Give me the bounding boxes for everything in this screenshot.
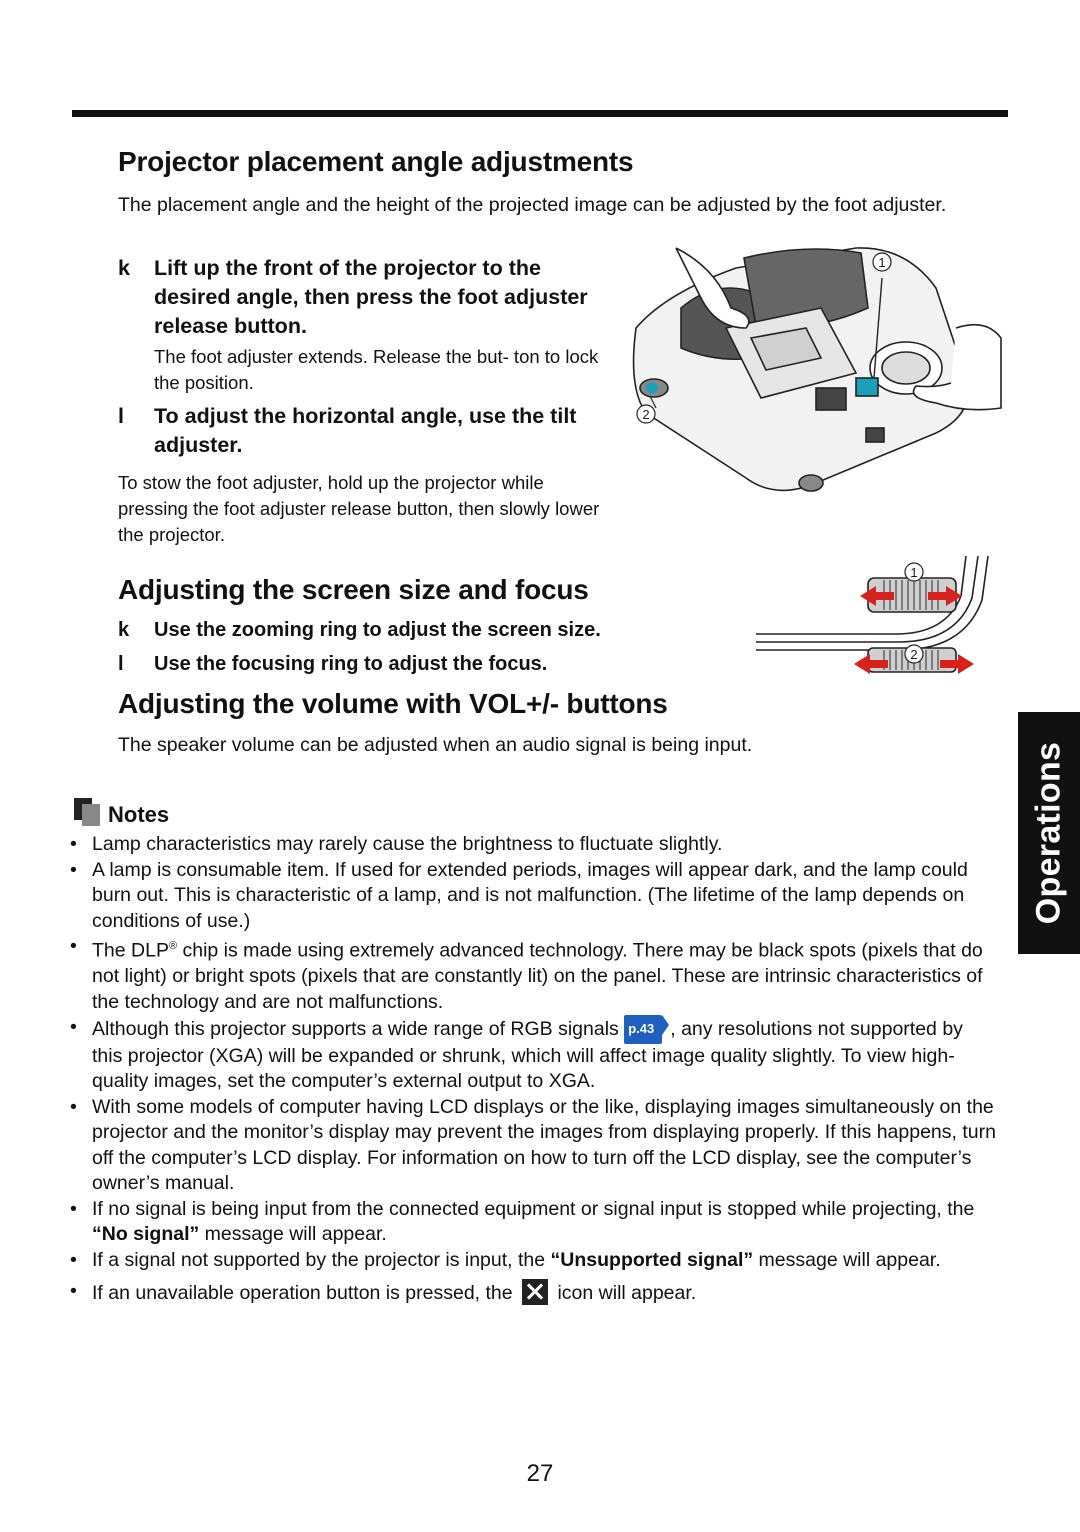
callout-1-label: 1 [878, 255, 886, 270]
step-text: Use the focusing ring to adjust the focus. [154, 653, 548, 675]
placement-intro: The placement angle and the height of the projected image can be adjusted by the foot adjuster. [118, 194, 947, 216]
heading-placement: Projector placement angle adjustments [118, 146, 634, 177]
step-text: Lift up the front of the projector to the desired angle, then press the foot adjuster release button. [154, 256, 588, 338]
step-mark: k [118, 256, 130, 280]
heading-screen: Adjusting the screen size and focus [118, 574, 589, 605]
volume-text: The speaker volume can be adjusted when an audio signal is being input. [118, 734, 753, 756]
screen-step-1 [118, 616, 758, 645]
step-text: To adjust the horizontal angle, use the tilt adjuster. [154, 404, 577, 457]
note-item: • Although this projector supports a wide range of RGB signals p.43 , any resolutions not supported by this projector (XGA) will be expanded or shrunk, which will affect image quality slightly. To view high-quality images, set the computer’s external output to XGA. [66, 1015, 996, 1095]
notes-list [66, 832, 996, 1307]
notes-icon [74, 798, 104, 828]
unavailable-x-icon [522, 1279, 548, 1305]
note-item: • If no signal is being input from the connected equipment or signal input is stopped while projecting, the “No signal” message will appear. [66, 1197, 996, 1248]
note-item: • Lamp characteristics may rarely cause the brightness to fluctuate slightly. [66, 832, 996, 858]
note-item: • The DLP® chip is made using extremely advanced technology. There may be black spots (pixels that do not light) or bright spots (pixels that are constantly lit) on the panel. These are intrinsic characteristics of the technology and are not malfunctions. [66, 934, 996, 1015]
step-text: Use the zooming ring to adjust the screen size. [154, 619, 601, 641]
placement-step-1 [118, 254, 588, 341]
step-mark: k [118, 619, 130, 641]
heading-volume: Adjusting the volume with VOL+/- buttons [118, 688, 668, 719]
step-mark: l [118, 653, 124, 675]
side-tab-label: Operations [1029, 741, 1068, 925]
placement-step-2 [118, 402, 598, 460]
notes-heading [74, 798, 170, 832]
lens-rings-illustration [756, 556, 996, 682]
note-item: • A lamp is consumable item. If used for extended periods, images will appear dark, and the lamp could burn out. This is characteristic of a lamp, and is not malfunction. (The lifetime of the lamp depends on conditions of use.) [66, 858, 996, 935]
callout-2-label: 2 [910, 647, 918, 662]
top-rule [72, 110, 1008, 117]
step-mark: l [118, 404, 124, 428]
note-item: • If an unavailable operation button is pressed, the icon will appear. [66, 1279, 996, 1307]
projector-foot-adjuster-illustration [606, 238, 1006, 500]
callout-2-label: 2 [642, 407, 650, 422]
section-side-tab [1018, 712, 1080, 954]
callout-1-label: 1 [910, 565, 918, 580]
note-item: • With some models of computer having LCD displays or the like, displaying images simultaneously on the projector and the monitor’s display may prevent the images from displaying properly. If this happens, turn off the computer’s LCD display. For information on how to turn off the LCD display, see the computer’s owner’s manual. [66, 1095, 996, 1197]
note-item: • If a signal not supported by the projector is input, the “Unsupported signal” message will appear. [66, 1248, 996, 1274]
notes-label: Notes [108, 802, 170, 827]
page-number: 27 [526, 1460, 554, 1487]
screen-step-2 [118, 650, 758, 679]
placement-step-1-sub: The foot adjuster extends. Release the but- ton to lock the position. [154, 346, 599, 393]
stow-text: To stow the foot adjuster, hold up the projector while pressing the foot adjuster release button, then slowly lower the projector. [118, 472, 600, 545]
page-ref-link[interactable]: p.43 [624, 1015, 662, 1044]
